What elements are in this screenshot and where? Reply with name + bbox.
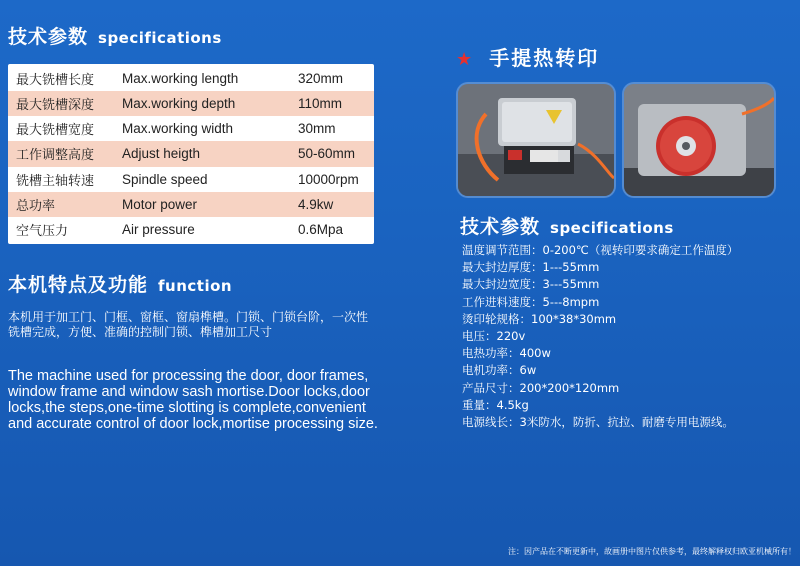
specs-title xyxy=(8,22,222,49)
spec-value: 50-60mm xyxy=(298,146,356,162)
table-row xyxy=(8,217,374,242)
spec-value: 110mm xyxy=(298,96,343,112)
spec-en: Max.working length xyxy=(122,71,239,87)
list-item: 产品尺寸：200*200*120mm xyxy=(462,380,620,395)
spec-value: 30mm xyxy=(298,121,336,137)
table-row xyxy=(8,192,374,217)
product-photo-front xyxy=(458,84,614,196)
spec-en: Max.working depth xyxy=(122,96,236,112)
table-row xyxy=(8,116,374,141)
list-item: 温度调节范围：0-200℃（视转印要求确定工作温度） xyxy=(462,243,739,257)
table-row xyxy=(8,167,374,192)
right-specs-title xyxy=(460,212,674,239)
star-icon: ★ xyxy=(456,49,473,70)
spec-cn: 最大铣槽深度 xyxy=(16,98,95,114)
function-text-cn: 本机用于加工门、门框、窗框、窗扇榫槽。门锁、门锁台阶，一次性铣槽完成，方便、准确的控制门锁、榫槽加工尺寸 xyxy=(8,310,369,339)
spec-value: 4.9kw xyxy=(298,196,334,212)
list-item: 电压：220v xyxy=(462,329,526,344)
spec-cn: 工作调整高度 xyxy=(16,148,95,164)
spec-en: Air pressure xyxy=(122,221,195,237)
list-item: 烫印轮规格：100*38*30mm xyxy=(462,311,617,326)
spec-table xyxy=(8,64,374,244)
function-text-en: The machine used for processing the door, door frames, window frame and window sash mortise.Door locks,door locks,the steps,one-time slotting is complete,convenient and accurate control of door lock,mortise processing size. xyxy=(8,368,378,432)
machine-front-image xyxy=(458,84,614,196)
list-item: 电源线长：3米防水，防折、抗拉、耐磨专用电源线。 xyxy=(462,415,734,430)
list-item: 电机功率：6w xyxy=(462,363,537,378)
product-title xyxy=(456,42,599,71)
function-title-en: function xyxy=(158,277,233,295)
spec-value: 320mm xyxy=(298,71,344,87)
spec-en: Max.working width xyxy=(122,121,234,137)
list-item: 最大封边厚度：1---55mm xyxy=(462,260,600,275)
spec-en: Adjust heigth xyxy=(122,146,201,162)
specs-title-en: specifications xyxy=(98,29,222,47)
right-specs-title-cn: 技术参数 xyxy=(460,216,541,238)
table-row xyxy=(8,91,374,116)
spec-cn: 最大铣槽宽度 xyxy=(16,123,95,139)
spec-cn: 总功率 xyxy=(16,198,56,214)
list-item: 电热功率：400w xyxy=(462,346,551,361)
right-specs-title-en: specifications xyxy=(550,219,674,237)
spec-cn: 铣槽主轴转速 xyxy=(16,173,95,189)
spec-cn: 空气压力 xyxy=(16,223,69,239)
spec-en: Motor power xyxy=(122,196,198,212)
list-item: 最大封边宽度：3---55mm xyxy=(462,277,600,292)
spec-en: Spindle speed xyxy=(122,171,208,187)
machine-wheel-image xyxy=(624,84,774,196)
list-item: 重量：4.5kg xyxy=(462,397,529,412)
spec-value: 0.6Mpa xyxy=(298,221,344,237)
product-title-text: 手提热转印 xyxy=(489,46,600,70)
list-item: 工作进料速度：5---8mpm xyxy=(462,294,600,309)
function-title-cn: 本机特点及功能 xyxy=(8,274,149,296)
spec-cn: 最大铣槽长度 xyxy=(16,73,95,89)
specs-title-cn: 技术参数 xyxy=(8,26,89,48)
spec-value: 10000rpm xyxy=(298,171,359,187)
table-row xyxy=(8,66,374,91)
right-spec-list xyxy=(462,242,792,431)
table-row xyxy=(8,141,374,166)
footnote: 注：因产品在不断更新中，故画册中图片仅供参考，最终解释权归欧亚机械所有！ xyxy=(508,547,796,556)
product-photo-wheel xyxy=(624,84,774,196)
function-title xyxy=(8,270,232,297)
